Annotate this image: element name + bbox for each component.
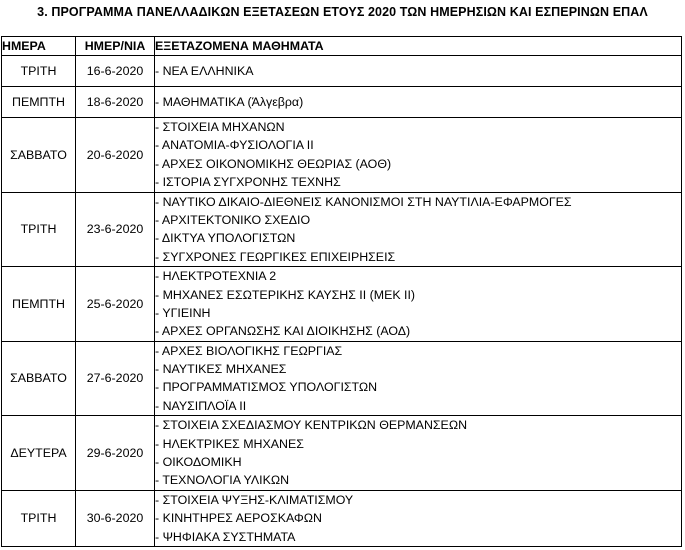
subject-item: - ΣΤΟΙΧΕΙΑ ΨΥΞΗΣ-ΚΛΙΜΑΤΙΣΜΟΥ <box>155 492 354 507</box>
subject-item: - ΑΡΧΕΣ ΒΙΟΛΟΓΙΚΗΣ ΓΕΩΡΓΙΑΣ <box>155 343 343 358</box>
exam-day-cell: ΠΕΜΠΤΗ <box>2 267 76 342</box>
exam-day-cell: ΣΑΒΒΑΤΟ <box>2 341 76 416</box>
table-row <box>2 87 682 118</box>
header-day: ΗΜΕΡΑ <box>2 37 76 56</box>
exam-day-cell: ΠΕΜΠΤΗ <box>2 87 76 118</box>
table-row <box>2 56 682 87</box>
exam-date-cell: 25-6-2020 <box>76 267 155 342</box>
table-row <box>2 341 682 416</box>
header-date: ΗΜΕΡ/ΝΙΑ <box>76 37 155 56</box>
table-row <box>2 192 682 267</box>
subject-item: - ΣΤΟΙΧΕΙΑ ΜΗΧΑΝΩΝ <box>155 120 285 134</box>
subject-item: - ΠΡΟΓΡΑΜΜΑΤΙΣΜΟΣ ΥΠΟΛΟΓΙΣΤΩΝ <box>155 380 378 395</box>
exam-subjects-cell <box>155 341 682 416</box>
exam-date-cell: 27-6-2020 <box>76 341 155 416</box>
exam-subjects-cell <box>155 192 682 267</box>
exam-schedule-table <box>1 36 682 547</box>
subject-item: - ΥΓΙΕΙΝΗ <box>155 305 211 320</box>
exam-day-cell: ΤΡΙΤΗ <box>2 56 76 87</box>
exam-date-cell: 20-6-2020 <box>76 118 155 193</box>
subject-item: - ΔΙΚΤΥΑ ΥΠΟΛΟΓΙΣΤΩΝ <box>155 231 296 246</box>
subject-item: - ΣΥΓΧΡΟΝΕΣ ΓΕΩΡΓΙΚΕΣ ΕΠΙΧΕΙΡΗΣΕΙΣ <box>155 249 396 264</box>
exam-subjects-cell <box>155 87 682 118</box>
subject-item: - ΗΛΕΚΤΡΟΤΕΧΝΙΑ 2 <box>155 269 277 284</box>
subject-item: - ΤΕΧΝΟΛΟΓΙΑ ΥΛΙΚΩΝ <box>155 473 290 488</box>
document-title: 3. ΠΡΟΓΡΑΜΜΑ ΠΑΝΕΛΛΑΔΙΚΩΝ ΕΞΕΤΑΣΕΩΝ ΕΤΟΥΣ 2020 ΤΩΝ ΗΜΕΡΗΣΙΩΝ ΚΑΙ ΕΣΠΕΡΙΝΩΝ ΕΠΑΛ <box>37 5 648 19</box>
subject-item: - ΙΣΤΟΡΙΑ ΣΥΓΧΡΟΝΗΣ ΤΕΧΝΗΣ <box>155 175 341 190</box>
exam-day-cell: ΔΕΥΤΕΡΑ <box>2 416 76 491</box>
table-body <box>2 56 682 547</box>
table-row <box>2 267 682 342</box>
exam-date-cell: 29-6-2020 <box>76 416 155 491</box>
subject-item: - ΑΡΧΕΣ ΟΙΚΟΝΟΜΙΚΗΣ ΘΕΩΡΙΑΣ (ΑΟΘ) <box>155 156 392 171</box>
table-row <box>2 118 682 193</box>
exam-subjects-cell <box>155 416 682 491</box>
subject-item: - ΣΤΟΙΧΕΙΑ ΣΧΕΔΙΑΣΜΟΥ ΚΕΝΤΡΙΚΩΝ ΘΕΡΜΑΝΣΕΩΝ <box>155 418 468 433</box>
subject-item: - ΑΡΧΙΤΕΚΤΟΝΙΚΟ ΣΧΕΔΙΟ <box>155 212 311 227</box>
subject-item: - ΨΗΦΙΑΚΑ ΣΥΣΤΗΜΑΤΑ <box>155 529 296 544</box>
exam-date-cell: 30-6-2020 <box>76 490 155 546</box>
subject-item: - ΑΝΑΤΟΜΙΑ-ΦΥΣΙΟΛΟΓΙΑ ΙΙ <box>155 138 314 153</box>
subject-item: - ΝΑΥΤΙΚΟ ΔΙΚΑΙΟ-ΔΙΕΘΝΕΙΣ ΚΑΝΟΝΙΣΜΟΙ ΣΤΗ ΝΑΥΤΙΛΙΑ-ΕΦΑΡΜΟΓΕΣ <box>155 194 572 209</box>
table-header-row <box>2 37 682 56</box>
subject-item: - ΚΙΝΗΤΗΡΕΣ ΑΕΡΟΣΚΑΦΩΝ <box>155 511 322 526</box>
table-row <box>2 416 682 491</box>
exam-date-cell: 23-6-2020 <box>76 192 155 267</box>
subject-item: - ΜΗΧΑΝΕΣ ΕΣΩΤΕΡΙΚΗΣ ΚΑΥΣΗΣ ΙΙ (ΜΕΚ ΙΙ) <box>155 287 416 302</box>
subject-item: - ΟΙΚΟΔΟΜΙΚΗ <box>155 455 242 470</box>
subject-item: - ΜΑΘΗΜΑΤΙΚΑ (Άλγεβρα) <box>155 95 304 109</box>
exam-date-cell: 16-6-2020 <box>76 56 155 87</box>
exam-day-cell: ΤΡΙΤΗ <box>2 490 76 546</box>
header-subjects: ΕΞΕΤΑΖΟΜΕΝΑ ΜΑΘΗΜΑΤΑ <box>155 37 682 56</box>
exam-date-cell: 18-6-2020 <box>76 87 155 118</box>
subject-item: - ΝΑΥΤΙΚΕΣ ΜΗΧΑΝΕΣ <box>155 362 287 377</box>
exam-day-cell: ΣΑΒΒΑΤΟ <box>2 118 76 193</box>
subject-item: - ΗΛΕΚΤΡΙΚΕΣ ΜΗΧΑΝΕΣ <box>155 436 304 451</box>
exam-subjects-cell <box>155 118 682 193</box>
exam-subjects-cell <box>155 267 682 342</box>
exam-day-cell: ΤΡΙΤΗ <box>2 192 76 267</box>
subject-item: - ΑΡΧΕΣ ΟΡΓΑΝΩΣΗΣ ΚΑΙ ΔΙΟΙΚΗΣΗΣ (ΑΟΔ) <box>155 324 411 339</box>
exam-subjects-cell <box>155 56 682 87</box>
subject-item: - ΝΑΥΣΙΠΛΟΪΑ ΙΙ <box>155 398 247 413</box>
subject-item: - ΝΕΑ ΕΛΛΗΝΙΚΑ <box>155 64 254 78</box>
table-row <box>2 490 682 546</box>
exam-subjects-cell <box>155 490 682 546</box>
